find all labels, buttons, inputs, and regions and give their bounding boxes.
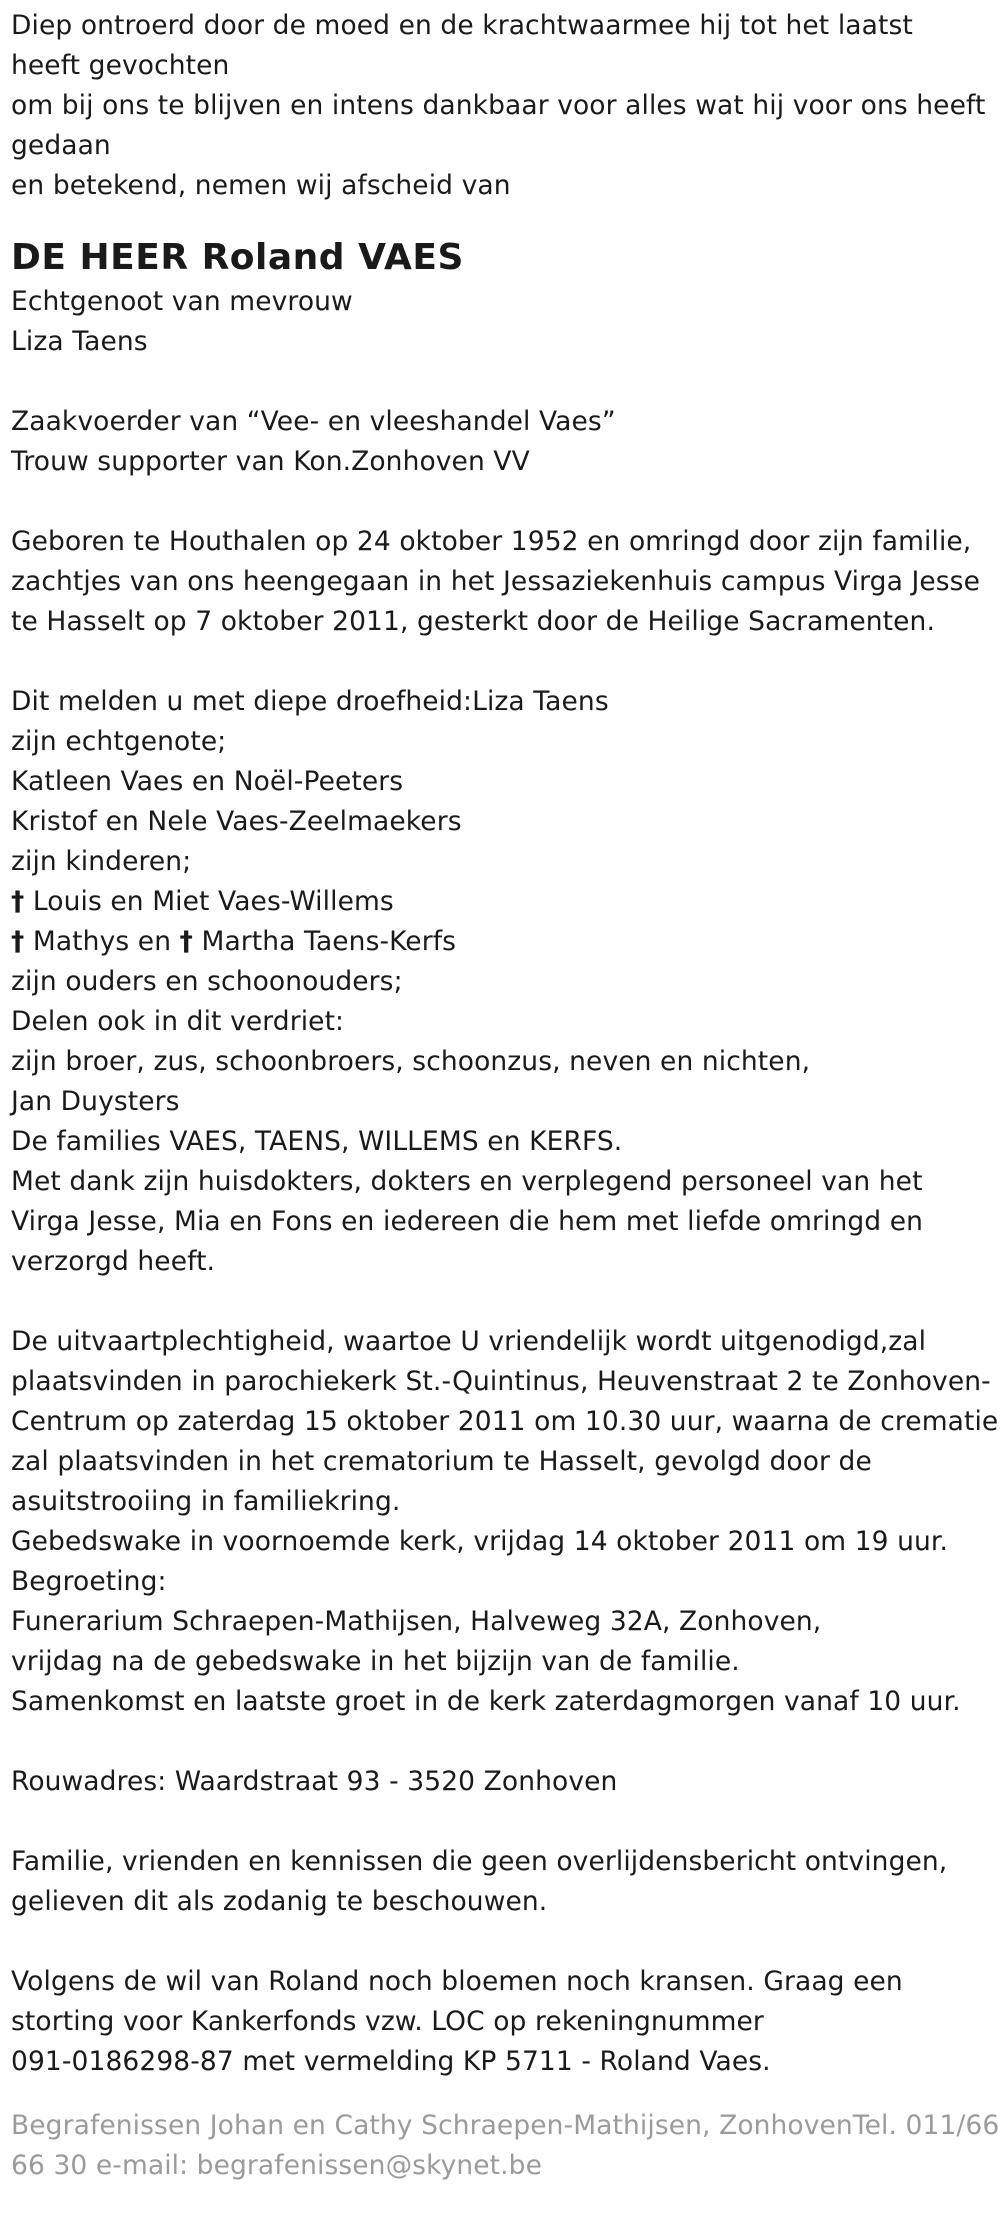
- mourning-address: Rouwadres: Waardstraat 93 - 3520 Zonhoven: [11, 1766, 618, 1797]
- funeral-home-footer: [11, 2106, 1000, 2186]
- notice-line: Familie, vrienden en kennissen die geen overlijdensbericht ontvingen,: [11, 1846, 948, 1877]
- family-line: [11, 922, 1000, 962]
- family-line: zijn broer, zus, schoonbroers, schoonzus, neven en nichten,: [11, 1046, 811, 1077]
- intro-line: om bij ons te blijven en intens dankbaar voor alles wat hij voor ons heeft: [11, 90, 986, 121]
- wishes-line: 091-0186298-87 met vermelding KP 5711 - Roland Vaes.: [11, 2046, 771, 2077]
- family-line: Katleen Vaes en Noël-Peeters: [11, 766, 404, 797]
- cross-icon: †: [11, 926, 25, 957]
- family-line: Delen ook in dit verdriet:: [11, 1006, 345, 1037]
- birth-death-line: te Hasselt op 7 oktober 2011, gesterkt door de Heilige Sacramenten.: [11, 606, 935, 637]
- deceased-block: [11, 236, 1000, 362]
- spouse-name: Liza Taens: [11, 326, 148, 357]
- funeral-line: De uitvaartplechtigheid, waartoe U vriendelijk wordt uitgenodigd,zal: [11, 1326, 927, 1357]
- wishes-paragraph: [11, 1962, 1000, 2082]
- birth-death-line: zachtjes van ons heengegaan in het Jessaziekenhuis campus Virga Jesse: [11, 566, 980, 597]
- funeral-line: Samenkomst en laatste groet in de kerk zaterdagmorgen vanaf 10 uur.: [11, 1686, 961, 1717]
- role-line: Trouw supporter van Kon.Zonhoven VV: [11, 446, 530, 477]
- funeral-line: Begroeting:: [11, 1566, 167, 1597]
- intro-line: Diep ontroerd door de moed en de krachtwaarmee hij tot het laatst: [11, 10, 913, 41]
- family-paragraph: [11, 682, 1000, 1282]
- family-line: De families VAES, TAENS, WILLEMS en KERFS.: [11, 1126, 623, 1157]
- family-line: zijn echtgenote;: [11, 726, 227, 757]
- role-line: Zaakvoerder van “Vee- en vleeshandel Vaes”: [11, 406, 616, 437]
- family-line: Dit melden u met diepe droefheid:Liza Taens: [11, 686, 609, 717]
- deceased-name: DE HEER Roland VAES: [11, 237, 464, 278]
- spouse-line: Echtgenoot van mevrouw: [11, 286, 353, 317]
- funeral-paragraph: [11, 1322, 1000, 1722]
- family-line: Jan Duysters: [11, 1086, 180, 1117]
- wishes-line: Volgens de wil van Roland noch bloemen noch kransen. Graag een: [11, 1966, 903, 1997]
- funeral-line: asuitstrooiing in familiekring.: [11, 1486, 401, 1517]
- family-line: [11, 882, 1000, 922]
- funeral-line: vrijdag na de gebedswake in het bijzijn van de familie.: [11, 1646, 740, 1677]
- family-line: zijn ouders en schoonouders;: [11, 966, 403, 997]
- funeral-line: plaatsvinden in parochiekerk St.-Quintinus, Heuvenstraat 2 te Zonhoven-: [11, 1366, 991, 1397]
- footer-line: Begrafenissen Johan en Cathy Schraepen-Mathijsen, ZonhovenTel. 011/66: [11, 2110, 1000, 2141]
- family-line: Virga Jesse, Mia en Fons en iedereen die hem met liefde omringd en: [11, 1206, 924, 1237]
- birth-death-line: Geboren te Houthalen op 24 oktober 1952 en omringd door zijn familie,: [11, 526, 972, 557]
- funeral-line: Gebedswake in voornoemde kerk, vrijdag 14 oktober 2011 om 19 uur.: [11, 1526, 949, 1557]
- family-line: verzorgd heeft.: [11, 1246, 216, 1277]
- footer-line: 66 30 e-mail: begrafenissen@skynet.be: [11, 2150, 542, 2181]
- funeral-line: Funerarium Schraepen-Mathijsen, Halveweg 32A, Zonhoven,: [11, 1606, 822, 1637]
- in-law-names-part2: Martha Taens-Kerfs: [192, 926, 457, 957]
- cross-icon: †: [11, 886, 25, 917]
- family-line: Kristof en Nele Vaes-Zeelmaekers: [11, 806, 462, 837]
- family-line: Met dank zijn huisdokters, dokters en verplegend personeel van het: [11, 1166, 923, 1197]
- funeral-line: Centrum op zaterdag 15 oktober 2011 om 10.30 uur, waarna de crematie: [11, 1406, 999, 1437]
- birth-death-paragraph: [11, 522, 1000, 642]
- notice-paragraph: [11, 1842, 1000, 1922]
- parents-names: Louis en Miet Vaes-Willems: [24, 886, 394, 917]
- funeral-line: zal plaatsvinden in het crematorium te Hasselt, gevolgd door de: [11, 1446, 872, 1477]
- in-law-names-part1: Mathys en: [24, 926, 180, 957]
- intro-line: en betekend, nemen wij afscheid van: [11, 170, 511, 201]
- cross-icon: †: [179, 926, 193, 957]
- wishes-line: storting voor Kankerfonds vzw. LOC op rekeningnummer: [11, 2006, 764, 2037]
- intro-paragraph: [11, 6, 1000, 206]
- notice-line: gelieven dit als zodanig te beschouwen.: [11, 1886, 548, 1917]
- family-line: zijn kinderen;: [11, 846, 192, 877]
- intro-line: gedaan: [11, 130, 111, 161]
- intro-line: heeft gevochten: [11, 50, 230, 81]
- roles-paragraph: [11, 402, 1000, 482]
